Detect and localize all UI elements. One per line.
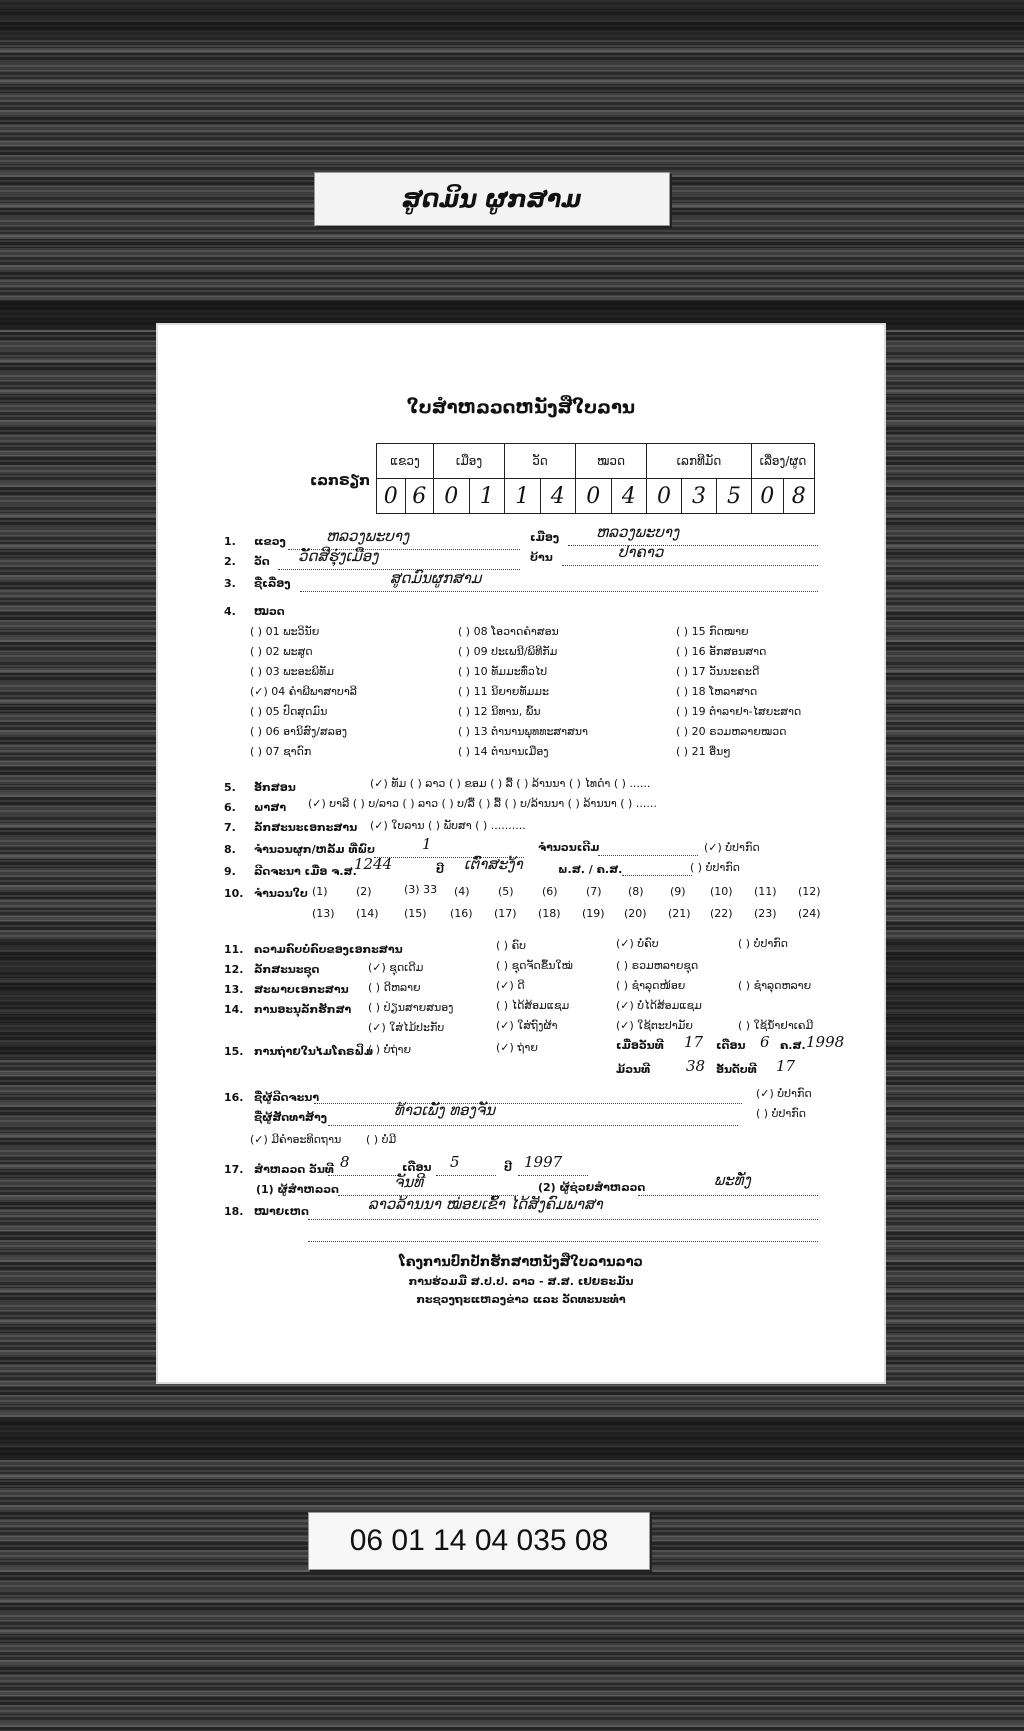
- dotted-line: [562, 565, 818, 566]
- field-number: 16.: [224, 1091, 244, 1104]
- field-number: 17.: [224, 1163, 244, 1176]
- category-option: ( ) 15 ກົດໝາຍ: [676, 625, 749, 638]
- leaf-count-cell: (16): [450, 907, 473, 920]
- script-label: ອັກສອນ: [254, 781, 296, 794]
- scan-band: [0, 1420, 1024, 1460]
- condition-label: ສະພາບເອກະສານ: [254, 983, 349, 996]
- condition-option: ( ) ດີຫລາຍ: [368, 981, 421, 994]
- donor-unknown: ( ) ບໍ່ປາກົດ: [756, 1107, 806, 1120]
- leaf-count-cell: (14): [356, 907, 379, 920]
- preservation-option: (✓) ໃສ່ໄມ້ປະກັບ: [368, 1021, 445, 1034]
- reg-digit: 1: [505, 479, 541, 514]
- be-ad-label: ພ.ສ. / ຄ.ສ.: [558, 863, 623, 876]
- district-value: ຫລວງພະບາງ: [596, 523, 680, 541]
- title-value: ສູດມົນຜູກສາມ: [390, 569, 482, 587]
- title-label: ຊື່ເລື່ອງ: [254, 577, 291, 590]
- leaf-count-cell: (7): [586, 885, 602, 898]
- microfilm-month-label: ເດືອນ: [716, 1039, 746, 1052]
- leaf-count-cell: (23): [754, 907, 777, 920]
- surveyor-label: (1) ຜູ້ສຳຫລວດ: [256, 1183, 339, 1196]
- category-option: ( ) 18 ໂຫລາສາດ: [676, 685, 758, 698]
- reg-digit: 0: [377, 479, 406, 514]
- inscribed-date-label: ລີດຈະນາ ເມື່ອ ຈ.ສ.: [254, 865, 357, 878]
- leaf-count-cell: (20): [624, 907, 647, 920]
- category-label: ໝວດ: [254, 605, 285, 618]
- year-name-value: ເຕົ່າສະງ້າ: [464, 855, 523, 873]
- year-label: ປີ: [436, 863, 444, 876]
- form-title: ໃບສຳຫລວດຫນັງສືໃບລານ: [406, 397, 636, 418]
- cs-year-value: 1244: [354, 855, 393, 873]
- original-count-label: ຈຳນວນເດີມ: [538, 841, 600, 854]
- scribe-label: ຊື່ຜູ້ລີດຈະນາ: [254, 1091, 320, 1104]
- reel-value: 38: [686, 1057, 706, 1075]
- field-number: 3.: [224, 577, 236, 590]
- dotted-line: [308, 1241, 818, 1242]
- preservation-option: (✓) ບໍ່ໄດ້ສ້ອມແຊມ: [616, 999, 702, 1012]
- field-number: 12.: [224, 963, 244, 976]
- registration-number-table: [376, 443, 815, 514]
- reg-digit: 5: [717, 479, 752, 514]
- survey-day: 8: [340, 1153, 350, 1171]
- language-label: ພາສາ: [254, 801, 287, 814]
- category-option: ( ) 13 ຕຳນານພຸທທະສາສນາ: [458, 725, 588, 738]
- assistant-label: (2) ຜູ້ຊ່ວຍສຳຫລວດ: [538, 1181, 646, 1194]
- leaf-count-cell: (18): [538, 907, 561, 920]
- reg-header-title: ເລື່ອງ/ຜູດ: [752, 444, 815, 479]
- leaf-count-cell: (2): [356, 885, 372, 898]
- dotted-line: [568, 545, 818, 546]
- field-number: 14.: [224, 1003, 244, 1016]
- reg-digit: 1: [469, 479, 505, 514]
- category-option: (✓) 04 ຄຳພີພາສາບາລີ: [250, 685, 357, 698]
- field-number: 15.: [224, 1045, 244, 1058]
- completeness-option: ( ) ຄົບ: [496, 939, 527, 952]
- bundle-count-label: ຈຳນວນຜູກ/ຫລັ້ມ ທີ່ພົບ: [254, 843, 375, 856]
- leaf-count-cell: (1): [312, 885, 328, 898]
- donor-value: ທ້າວເພັງ ທອງຈັນ: [394, 1101, 496, 1119]
- reg-header-temple: ວັດ: [505, 444, 576, 479]
- footer-cooperation: ການຮ່ວມມື ສ.ປ.ປ. ລາວ - ສ.ສ. ເຢຍຣະມັນ: [408, 1275, 634, 1288]
- category-option: ( ) 19 ຕຳລາຢາ-ໄສຍະສາດ: [676, 705, 802, 718]
- set-type-label: ລັກສະນະຊຸດ: [254, 963, 320, 976]
- category-option: ( ) 21 ອື່ນໆ: [676, 745, 731, 758]
- reg-digit: 4: [611, 479, 647, 514]
- reg-digit: 0: [752, 479, 784, 514]
- reg-header-province: ແຂວງ: [377, 444, 434, 479]
- leaf-count-cell: (17): [494, 907, 517, 920]
- frame-label: ອັນດັບທີ: [716, 1063, 757, 1076]
- field-number: 10.: [224, 887, 244, 900]
- leaf-count-cell: (22): [710, 907, 733, 920]
- field-number: 7.: [224, 821, 236, 834]
- leaf-count-cell: (21): [668, 907, 691, 920]
- set-type-option: (✓) ຊຸດເດີມ: [368, 961, 424, 974]
- village-value: ປາຄາວ: [618, 543, 664, 561]
- category-option: ( ) 06 ອານິສົງ/ສລອງ: [250, 725, 348, 738]
- microfilm-number-label: 06 01 14 04 035 08: [308, 1512, 650, 1570]
- reg-header-bundle: ເລກທີມັດ: [647, 444, 752, 479]
- manuscript-survey-form: [158, 325, 884, 1382]
- microfilm-option: ( ) ບໍ່ຖ່າຍ: [368, 1043, 412, 1056]
- leaf-count-cell: (6): [542, 885, 558, 898]
- set-type-option: ( ) ຣວມຫລາຍຊຸດ: [616, 959, 699, 972]
- wish-option: (✓) ມີຄຳອະທິດຖານ: [250, 1133, 342, 1146]
- leaf-count-cell: (24): [798, 907, 821, 920]
- leaf-count-cell: (3) 33: [404, 883, 438, 896]
- category-option: ( ) 20 ຣວມຫລາຍໝວດ: [676, 725, 787, 738]
- surveyor-value: ຈັນທີ: [394, 1173, 424, 1191]
- completeness-option: (✓) ບໍ່ຄົບ: [616, 937, 659, 950]
- microfilm-label: ການຖ່າຍໃນໄມໂຄຣຟິມ: [254, 1045, 374, 1058]
- completeness-option: ( ) ບໍ່ປາກົດ: [738, 937, 788, 950]
- dotted-line: [518, 1175, 588, 1176]
- category-option: ( ) 03 ພະອະພິທັມ: [250, 665, 334, 678]
- dotted-line: [308, 1219, 818, 1220]
- category-option: ( ) 08 ໂອວາດຄຳສອນ: [458, 625, 559, 638]
- category-option: ( ) 07 ຊາດົກ: [250, 745, 312, 758]
- category-option: ( ) 12 ນິທານ, ພົ້ນ: [458, 705, 541, 718]
- district-label: ເມືອງ: [530, 531, 560, 544]
- leaf-count-cell: (5): [498, 885, 514, 898]
- dotted-line: [300, 591, 818, 592]
- dotted-line: [328, 1175, 398, 1176]
- reg-header-district: ເມືອງ: [434, 444, 505, 479]
- field-number: 6.: [224, 801, 236, 814]
- preservation-option: (✓) ໃສ່ຖົງຜ້າ: [496, 1019, 558, 1032]
- footer-project-name: ໂຄງການປົກປັກຮັກສາຫນັງສືໃບລານລາວ: [399, 1255, 643, 1270]
- assistant-value: ພະທັ່ງ: [714, 1171, 751, 1189]
- remarks-value: ລາວລ້ານນາ ໝ່ອຍເຂົ້າ ໄດ້ສັງຄົມພາສາ: [368, 1195, 603, 1213]
- bundle-count-value: 1: [422, 835, 432, 853]
- temple-value: ວັດສີຮຸ່ງເມືອງ: [298, 547, 379, 565]
- wish-option: ( ) ບໍ່ມີ: [366, 1133, 397, 1146]
- dotted-line: [638, 1195, 818, 1196]
- survey-year-label: ປີ: [504, 1161, 512, 1174]
- survey-month-label: ເດືອນ: [402, 1161, 432, 1174]
- donor-label: ຊື່ຜູ້ສັດທາສ້າງ: [254, 1111, 327, 1124]
- leaf-count-cell: (4): [454, 885, 470, 898]
- frame-value: 17: [776, 1057, 796, 1075]
- field-number: 9.: [224, 865, 236, 878]
- microfilm-year: 1998: [806, 1033, 845, 1051]
- category-option: ( ) 10 ທັມມະທົ່ວໄປ: [458, 665, 548, 678]
- condition-option: ( ) ຊຳລຸດໜ້ອຍ: [616, 979, 686, 992]
- leaf-count-cell: (8): [628, 885, 644, 898]
- registration-label: ເລກຣຽກ: [310, 473, 371, 489]
- document-type-label: ລັກສະນະເອກະສານ: [254, 821, 358, 834]
- survey-date-label: ສຳຫລວດ ວັນທີ: [254, 1163, 334, 1176]
- category-option: ( ) 11 ນິຍາຍທັມມະ: [458, 685, 549, 698]
- bundle-count-unknown: (✓) ບໍ່ປາກົດ: [704, 841, 760, 854]
- microfilm-title-label: ສູດມິນ ຜູກສາມ: [314, 172, 670, 226]
- remarks-label: ໝາຍເຫດ: [254, 1205, 309, 1218]
- microfilm-day: 17: [684, 1033, 704, 1051]
- survey-month: 5: [450, 1153, 460, 1171]
- reg-digit: 8: [783, 479, 815, 514]
- province-value: ຫລວງພະບາງ: [326, 527, 410, 545]
- date-unknown: ( ) ບໍ່ປາກົດ: [690, 861, 740, 874]
- leaf-count-cell: (10): [710, 885, 733, 898]
- preservation-option: ( ) ປ່ຽນສາຍສນອງ: [368, 1001, 454, 1014]
- field-number: 4.: [224, 605, 236, 618]
- field-number: 8.: [224, 843, 236, 856]
- category-option: ( ) 05 ປົດສຸດມົນ: [250, 705, 328, 718]
- field-number: 11.: [224, 943, 244, 956]
- dotted-line: [436, 1175, 496, 1176]
- survey-year: 1997: [524, 1153, 563, 1171]
- preservation-option: ( ) ໄດ້ສ້ອມແຊມ: [496, 999, 570, 1012]
- category-option: ( ) 02 ພະສູດ: [250, 645, 313, 658]
- reg-digit: 0: [576, 479, 612, 514]
- field-number: 5.: [224, 781, 236, 794]
- document-type-options: (✓) ໃບລານ ( ) ພັບສາ ( ) ..........: [370, 819, 526, 832]
- microfilm-month: 6: [760, 1033, 770, 1051]
- leaf-count-cell: (9): [670, 885, 686, 898]
- category-option: ( ) 14 ຕຳນານເມືອງ: [458, 745, 549, 758]
- province-label: ແຂວງ: [254, 535, 286, 548]
- preservation-label: ການອະນຸລັກຮັກສາ: [254, 1003, 352, 1016]
- leaf-count-cell: (12): [798, 885, 821, 898]
- set-type-option: ( ) ຊຸດຈັດຂຶ້ນໃໝ່: [496, 959, 573, 972]
- temple-label: ວັດ: [254, 555, 270, 568]
- dotted-line: [314, 1103, 742, 1104]
- category-option: ( ) 16 ອັກສອນສາດ: [676, 645, 767, 658]
- reg-digit: 3: [682, 479, 717, 514]
- dotted-line: [622, 875, 692, 876]
- condition-option: (✓) ດີ: [496, 979, 525, 992]
- village-label: ບ້ານ: [530, 551, 553, 564]
- script-options: (✓) ທັມ ( ) ລາວ ( ) ຂອມ ( ) ລື້ ( ) ລ້ານນາ ( ) ໄທດຳ ( ) ......: [370, 777, 651, 790]
- preservation-option: ( ) ໃຊ້ນ້ຳຢາເຄມີ: [738, 1019, 814, 1032]
- preservation-option: (✓) ໃຊ້ຕະປາມັຍ: [616, 1019, 693, 1032]
- scan-band: [0, 0, 1024, 40]
- completeness-label: ຄວາມຄົບບໍ່ຄົບຂອງເອກະສານ: [254, 943, 403, 956]
- leaf-count-cell: (13): [312, 907, 335, 920]
- reg-digit: 0: [434, 479, 470, 514]
- dotted-line: [328, 1125, 738, 1126]
- reg-digit: 6: [405, 479, 434, 514]
- field-number: 18.: [224, 1205, 244, 1218]
- footer-ministry: ກະຊວງຖະແຫລງຂ່າວ ແລະ ວັດທະນະທຳ: [416, 1293, 626, 1306]
- leaf-count-cell: (19): [582, 907, 605, 920]
- reg-header-category: ໝວດ: [576, 444, 647, 479]
- dotted-line: [598, 855, 698, 856]
- leaf-count-cell: (11): [754, 885, 777, 898]
- condition-option: ( ) ຊຳລຸດຫລາຍ: [738, 979, 812, 992]
- category-option: ( ) 09 ປະເພນີ/ພິທີກັມ: [458, 645, 558, 658]
- scribe-unknown: (✓) ບໍ່ປາກົດ: [756, 1087, 812, 1100]
- language-options: (✓) ບາລີ ( ) ບ/ລາວ ( ) ລາວ ( ) ບ/ລື້ ( ) ລື້ ( ) ບ/ລ້ານນາ ( ) ລ້ານນາ ( ) ......: [308, 797, 657, 810]
- category-option: ( ) 17 ວັນນະຄະດີ: [676, 665, 760, 678]
- microfilm-date-label: ເມື່ອວັນທີ: [616, 1039, 664, 1052]
- reg-digit: 0: [647, 479, 682, 514]
- reg-digit: 4: [540, 479, 576, 514]
- field-number: 13.: [224, 983, 244, 996]
- category-option: ( ) 01 ພະວິນັຍ: [250, 625, 320, 638]
- microfilm-year-label: ຄ.ສ.: [780, 1039, 806, 1052]
- field-number: 1.: [224, 535, 236, 548]
- leaf-count-cell: (15): [404, 907, 427, 920]
- reel-label: ມ້ວນທີ: [616, 1063, 651, 1076]
- microfilm-option: (✓) ຖ່າຍ: [496, 1041, 538, 1054]
- leaf-count-label: ຈຳນວນໃບ: [254, 887, 308, 900]
- field-number: 2.: [224, 555, 236, 568]
